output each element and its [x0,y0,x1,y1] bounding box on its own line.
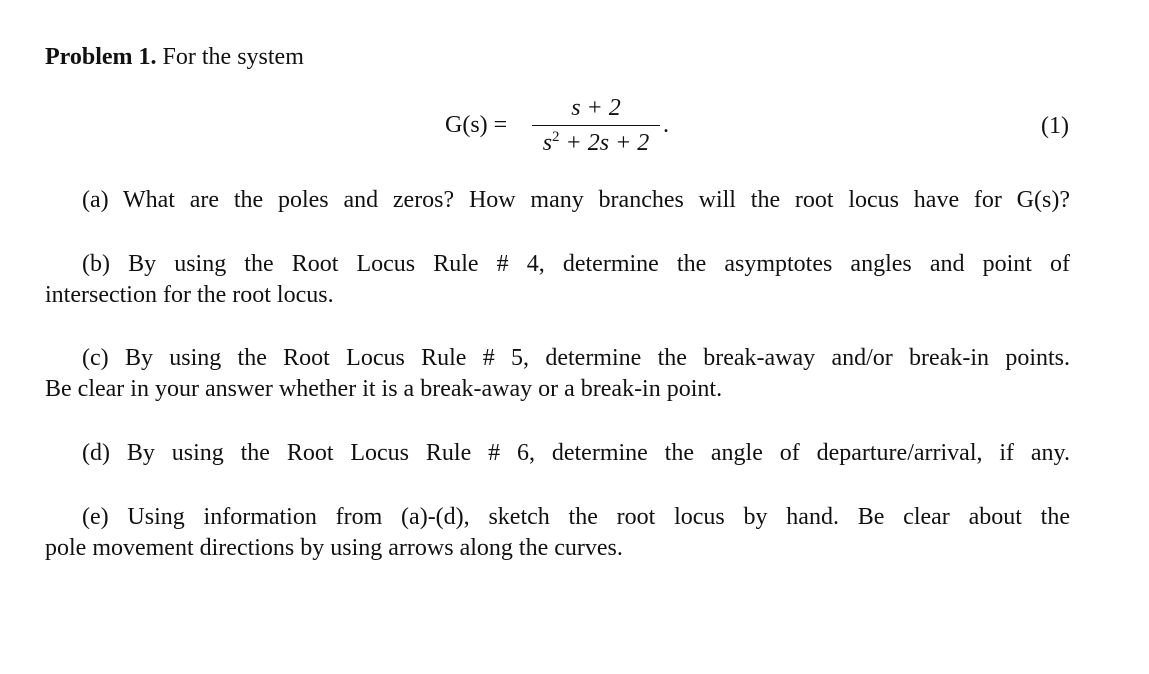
part-e-line1: (e) Using information from (a)-(d), sketch the root locus by hand. Be clear about the [82,504,1070,530]
part-c-line1: (c) By using the Root Locus Rule # 5, determine the break-away and/or break-in points. [82,345,1070,371]
part-b-line1: (b) By using the Root Locus Rule # 4, determine the asymptotes angles and point of [82,251,1070,277]
fraction-numerator: s + 2 [571,95,621,121]
equation-number: (1) [1041,113,1069,139]
part-d-text: (d) By using the Root Locus Rule # 6, determine the angle of departure/arrival, if any. [82,440,1070,466]
denominator-rest: + 2s + 2 [559,130,650,156]
problem-heading: Problem 1. [45,44,157,70]
problem-intro: For the system [162,44,304,70]
equation-period: . [663,112,669,138]
part-b-line2: intersection for the root locus. [45,282,334,308]
fraction-bar [532,125,660,126]
problem-title [45,42,304,73]
denominator-base: s [542,130,553,156]
fraction-denominator [532,128,660,158]
part-c-line2: Be clear in your answer whether it is a break-away or a break-in point. [45,376,723,402]
part-e-line2: pole movement directions by using arrows along the curves. [45,535,623,561]
equation-lhs: G(s) = [445,112,508,138]
denominator-exponent: 2 [552,129,560,145]
part-a-text: (a) What are the poles and zeros? How many branches will the root locus have for G(s)? [82,187,1070,213]
transfer-function-fraction [532,94,660,158]
